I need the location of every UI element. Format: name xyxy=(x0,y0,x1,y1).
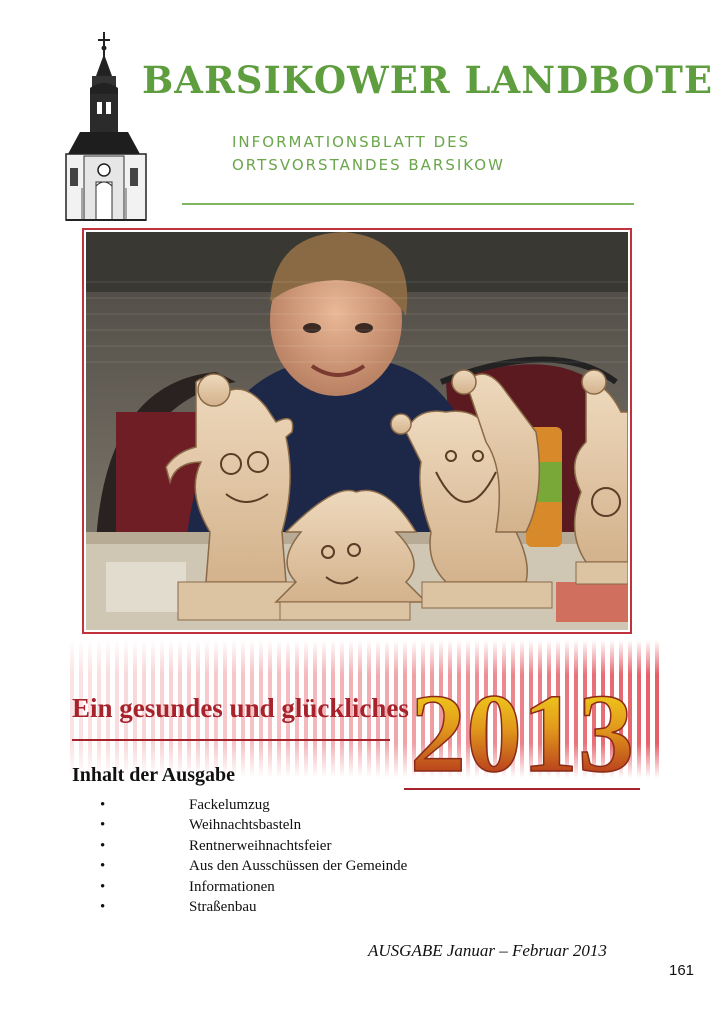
contents-item-text: Aus den Ausschüssen der Gemeinde xyxy=(189,858,408,875)
bullet: • xyxy=(100,817,106,834)
contents-title: Inhalt der Ausgabe xyxy=(72,764,236,786)
masthead-subtitle-line-1: INFORMATIONSBLATT DES xyxy=(232,133,471,151)
bullet: • xyxy=(100,878,106,895)
bullet: • xyxy=(100,858,106,875)
contents-item-text: Weihnachtsbasteln xyxy=(189,817,302,834)
cover-photo xyxy=(86,232,628,630)
bullet: • xyxy=(100,837,106,854)
contents-item-text: Informationen xyxy=(189,878,275,895)
masthead-title: BARSIKOWER LANDBOTE xyxy=(142,58,714,102)
year-underline xyxy=(404,788,640,790)
contents-item-text: Straßenbau xyxy=(189,898,257,915)
headline-underline xyxy=(72,739,390,741)
header-divider xyxy=(182,203,634,205)
contents-item-text: Fackelumzug xyxy=(189,797,270,813)
page-number: 161 xyxy=(669,962,695,979)
headline-greeting: Ein gesundes und glückliches xyxy=(72,693,409,723)
contents-item-text: Rentnerweihnachtsfeier xyxy=(189,837,332,854)
masthead-subtitle-line-2: ORTSVORSTANDES BARSIKOW xyxy=(232,156,505,174)
bullet: • xyxy=(100,797,106,813)
issue-date: AUSGABE Januar – Februar 2013 xyxy=(368,941,607,960)
headline-year xyxy=(398,675,646,781)
headline-year-text: 2013 xyxy=(410,675,634,781)
bullet: • xyxy=(100,898,106,915)
